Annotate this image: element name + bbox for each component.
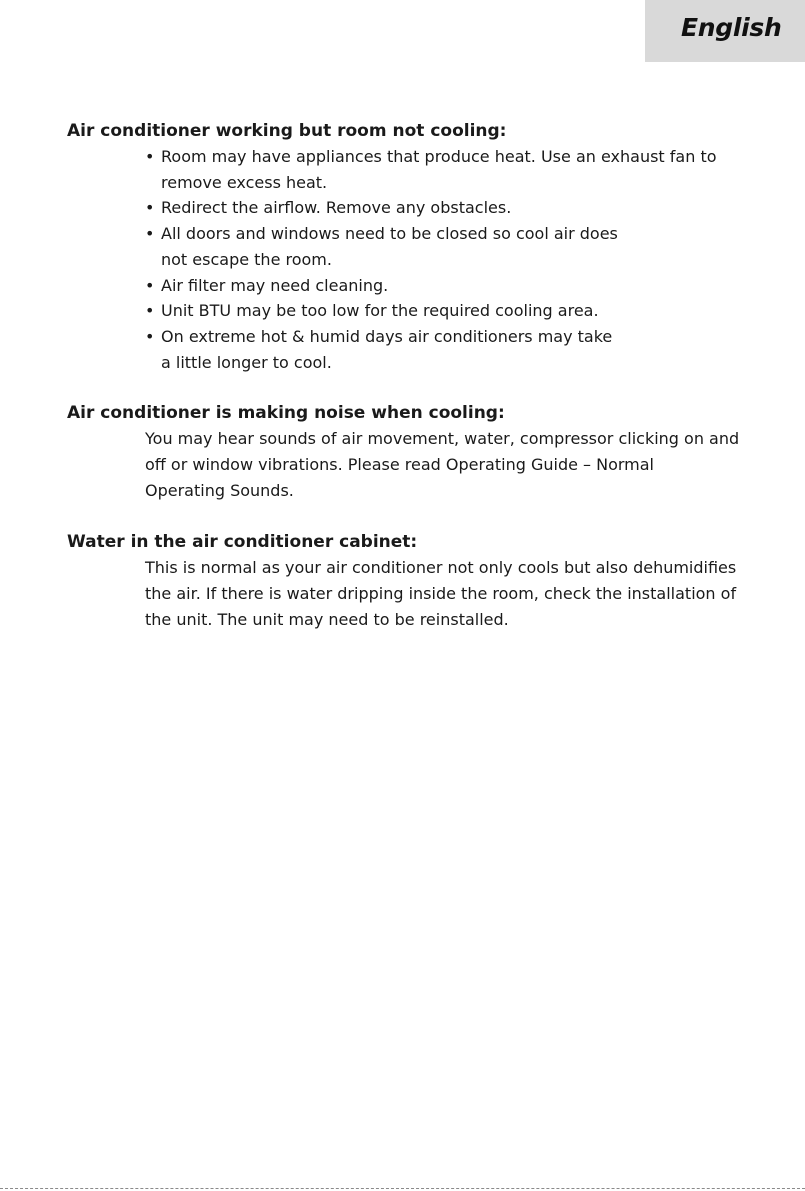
bullet-item: • All doors and windows need to be closed so cool air does not escape the room. (145, 221, 757, 272)
section-noise-when-cooling (67, 400, 757, 504)
bullet-icon: • (145, 147, 155, 166)
bullet-list (67, 144, 757, 375)
section-heading: Air conditioner working but room not cooling: (67, 121, 507, 141)
bullet-icon: • (145, 301, 155, 321)
bullet-item: • Redirect the airflow. Remove any obstacles. (145, 195, 757, 221)
section-room-not-cooling (67, 118, 757, 375)
bullet-icon: • (145, 326, 155, 346)
section-heading: Water in the air conditioner cabinet: (67, 532, 418, 552)
bullet-item: • On extreme hot & humid days air conditioners may take a little longer to cool. (145, 324, 757, 375)
bullet-item: • Air filter may need cleaning. (145, 273, 757, 299)
section-heading: Air conditioner is making noise when cooling: (67, 403, 505, 423)
language-label: English (681, 13, 782, 42)
section-paragraph: You may hear sounds of air movement, water, compressor clicking on and off or window vibrations. Please read Operating Guide – Normal Operating Sounds. (145, 429, 740, 500)
bullet-icon: • (145, 198, 155, 218)
bullet-icon: • (145, 275, 155, 295)
page-bottom-rule (0, 1188, 805, 1189)
bullet-icon: • (145, 224, 155, 244)
section-water-in-cabinet (67, 529, 757, 633)
bullet-item: • Unit BTU may be too low for the required cooling area. (145, 298, 757, 324)
section-paragraph: This is normal as your air conditioner not only cools but also dehumidifies the air. If there is water dripping inside the room, check the installation of the unit. The unit may need to be reinstalled. (145, 558, 737, 629)
language-tab (645, 0, 805, 62)
bullet-item: • Room may have appliances that produce heat. Use an exhaust fan to remove excess heat. (145, 144, 757, 195)
